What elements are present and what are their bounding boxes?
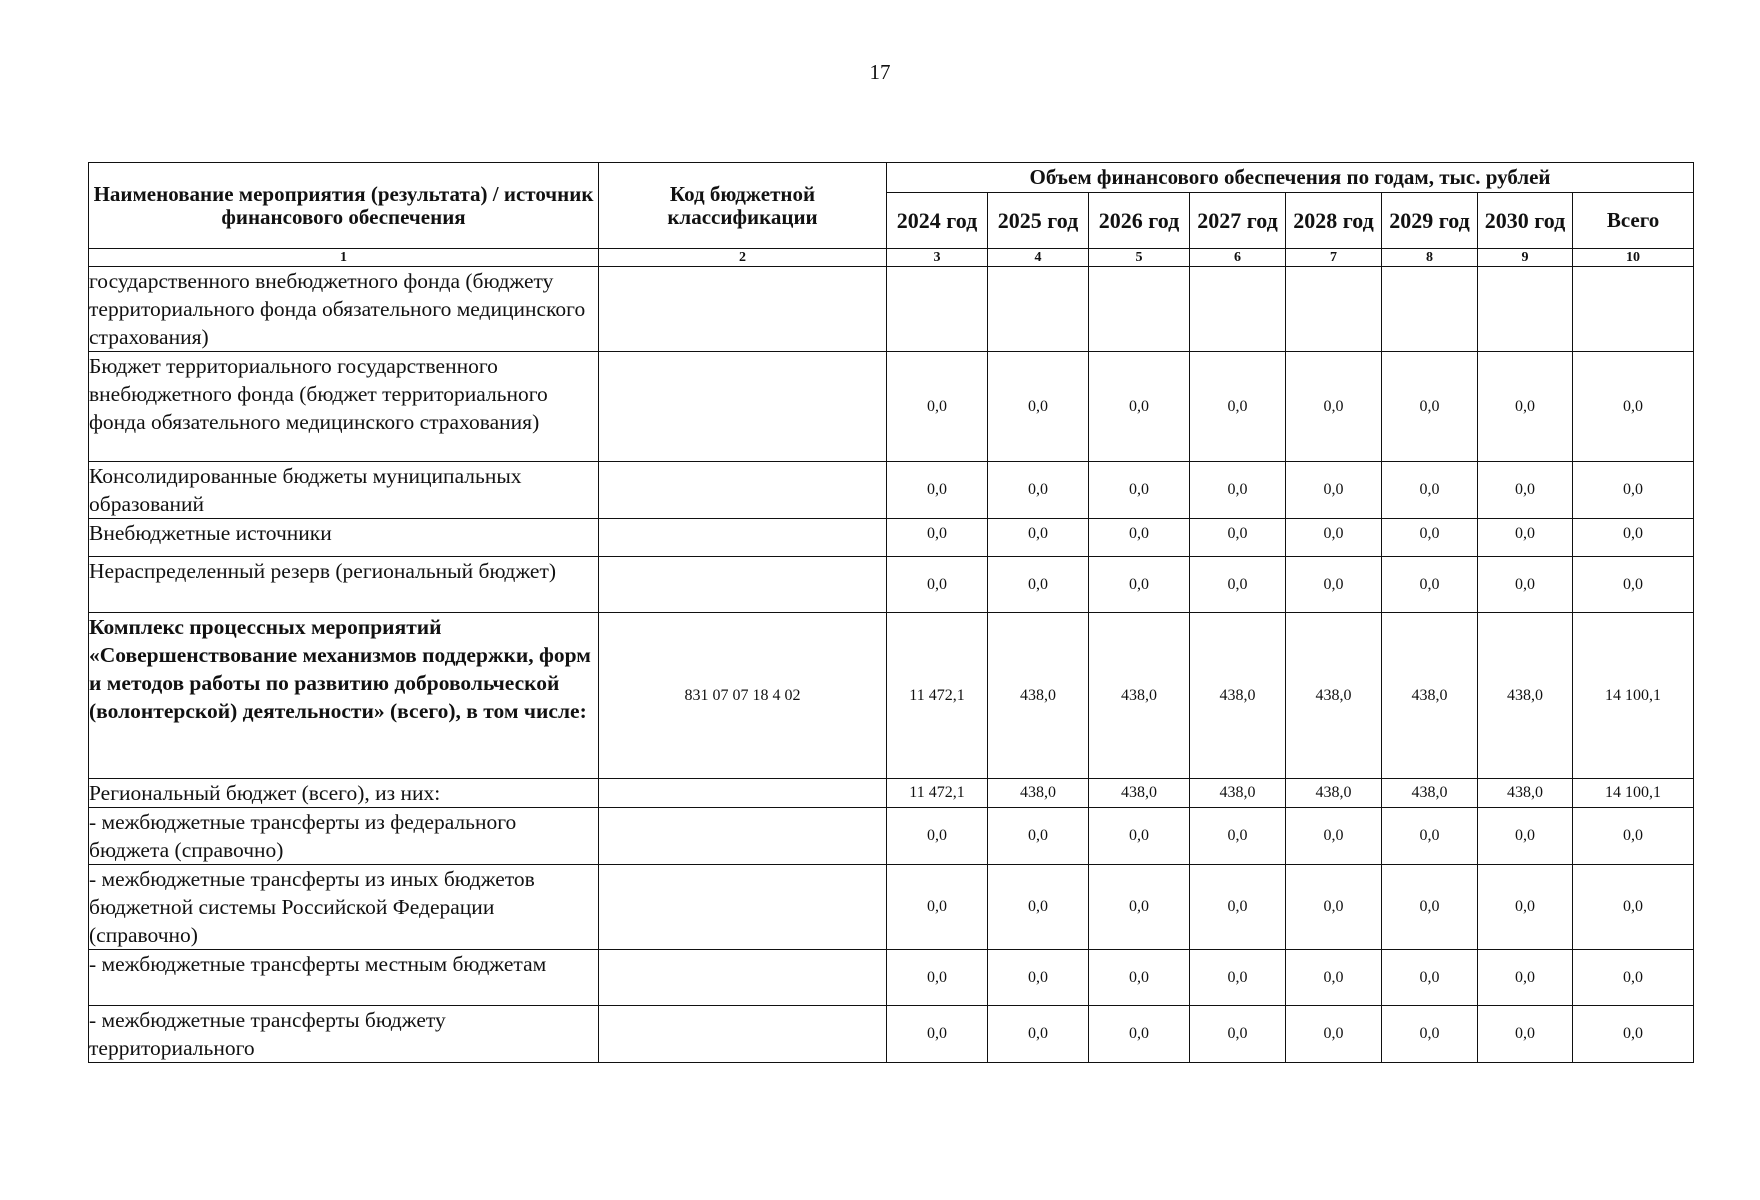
row-code [599, 950, 887, 1006]
row-year-value: 0,0 [988, 462, 1089, 519]
row-year-value: 0,0 [1089, 950, 1190, 1006]
header-name-column: Наименование мероприятия (результата) / источник финансового обеспечения [89, 163, 599, 249]
row-year-value: 438,0 [1382, 779, 1478, 808]
row-year-value: 0,0 [1286, 557, 1382, 613]
column-number: 4 [988, 249, 1089, 267]
row-code [599, 519, 887, 557]
row-year-value: 0,0 [1190, 950, 1286, 1006]
row-total-value [1573, 267, 1694, 352]
row-year-value [1286, 267, 1382, 352]
row-year-value: 438,0 [1286, 779, 1382, 808]
row-year-value: 0,0 [1286, 865, 1382, 950]
row-year-value: 0,0 [1478, 1006, 1573, 1063]
column-number: 10 [1573, 249, 1694, 267]
header-funding-group: Объем финансового обеспечения по годам, тыс. рублей [887, 163, 1694, 193]
column-number: 6 [1190, 249, 1286, 267]
row-year-value: 0,0 [1190, 808, 1286, 865]
table-row [89, 613, 1694, 779]
row-year-value: 0,0 [1382, 462, 1478, 519]
row-year-value: 0,0 [1478, 950, 1573, 1006]
row-code [599, 462, 887, 519]
row-year-value: 0,0 [1089, 519, 1190, 557]
row-name: - межбюджетные трансферты бюджету территориального [89, 1006, 599, 1063]
row-year-value: 0,0 [1089, 462, 1190, 519]
header-year: 2024 год [887, 193, 988, 249]
row-code [599, 557, 887, 613]
row-name: - межбюджетные трансферты из иных бюджетов бюджетной системы Российской Федерации (справочно) [89, 865, 599, 950]
column-number: 8 [1382, 249, 1478, 267]
row-name: - межбюджетные трансферты из федерального бюджета (справочно) [89, 808, 599, 865]
row-year-value: 0,0 [1089, 1006, 1190, 1063]
row-name: Внебюджетные источники [89, 519, 599, 557]
row-total-value: 0,0 [1573, 519, 1694, 557]
row-year-value: 0,0 [1382, 352, 1478, 462]
row-year-value: 0,0 [988, 808, 1089, 865]
row-year-value: 0,0 [887, 808, 988, 865]
row-year-value: 0,0 [1089, 352, 1190, 462]
row-year-value: 0,0 [1286, 1006, 1382, 1063]
row-year-value: 0,0 [1478, 557, 1573, 613]
header-year: 2029 год [1382, 193, 1478, 249]
header-year: 2025 год [988, 193, 1089, 249]
row-year-value: 0,0 [1478, 519, 1573, 557]
row-year-value [1478, 267, 1573, 352]
header-code-column: Код бюджетной классификации [599, 163, 887, 249]
budget-table-body [89, 267, 1694, 1063]
row-year-value: 438,0 [1190, 613, 1286, 779]
row-year-value: 0,0 [1286, 808, 1382, 865]
row-year-value: 0,0 [1478, 865, 1573, 950]
header-year: 2026 год [1089, 193, 1190, 249]
column-number: 1 [89, 249, 599, 267]
row-year-value: 0,0 [1286, 519, 1382, 557]
row-year-value: 11 472,1 [887, 779, 988, 808]
budget-table [88, 162, 1694, 1063]
row-total-value: 0,0 [1573, 950, 1694, 1006]
row-year-value: 0,0 [1382, 557, 1478, 613]
row-name: Бюджет территориального государственного внебюджетного фонда (бюджет территориального фонда обязательного медицинского страхования) [89, 352, 599, 462]
row-code [599, 352, 887, 462]
row-year-value: 0,0 [1089, 808, 1190, 865]
column-number: 7 [1286, 249, 1382, 267]
row-total-value: 0,0 [1573, 462, 1694, 519]
row-year-value: 0,0 [988, 950, 1089, 1006]
row-year-value: 0,0 [1190, 865, 1286, 950]
row-year-value: 0,0 [1382, 865, 1478, 950]
table-row [89, 865, 1694, 950]
page-number: 17 [869, 60, 891, 84]
table-row [89, 779, 1694, 808]
row-total-value: 0,0 [1573, 557, 1694, 613]
row-total-value: 0,0 [1573, 808, 1694, 865]
row-year-value: 0,0 [1382, 808, 1478, 865]
row-code [599, 779, 887, 808]
row-year-value: 11 472,1 [887, 613, 988, 779]
row-year-value: 438,0 [1478, 779, 1573, 808]
column-number: 3 [887, 249, 988, 267]
header-year: 2027 год [1190, 193, 1286, 249]
row-year-value: 0,0 [1478, 352, 1573, 462]
table-row [89, 352, 1694, 462]
row-year-value [1382, 267, 1478, 352]
row-name: Консолидированные бюджеты муниципальных образований [89, 462, 599, 519]
column-number: 5 [1089, 249, 1190, 267]
row-code [599, 267, 887, 352]
row-year-value: 0,0 [887, 519, 988, 557]
row-total-value: 0,0 [1573, 352, 1694, 462]
row-year-value: 0,0 [1089, 865, 1190, 950]
row-year-value: 0,0 [988, 557, 1089, 613]
row-year-value: 438,0 [1478, 613, 1573, 779]
row-year-value: 0,0 [1286, 352, 1382, 462]
row-year-value: 438,0 [1286, 613, 1382, 779]
row-year-value: 0,0 [1190, 1006, 1286, 1063]
column-number: 9 [1478, 249, 1573, 267]
table-row [89, 808, 1694, 865]
table-row [89, 519, 1694, 557]
column-number-row [89, 249, 1694, 267]
row-year-value: 0,0 [1286, 462, 1382, 519]
row-name: Комплекс процессных мероприятий «Совершенствование механизмов поддержки, форм и методов работы по развитию добровольческой (волонтерской) деятельности» (всего), в том числе: [89, 613, 599, 779]
row-year-value [887, 267, 988, 352]
row-year-value: 438,0 [1089, 779, 1190, 808]
row-total-value: 14 100,1 [1573, 613, 1694, 779]
row-year-value: 0,0 [1382, 950, 1478, 1006]
header-total: Всего [1573, 193, 1694, 249]
row-year-value: 0,0 [988, 1006, 1089, 1063]
row-year-value: 438,0 [1190, 779, 1286, 808]
row-year-value: 0,0 [988, 352, 1089, 462]
row-total-value: 0,0 [1573, 1006, 1694, 1063]
row-year-value: 0,0 [988, 519, 1089, 557]
row-total-value: 0,0 [1573, 865, 1694, 950]
row-year-value: 0,0 [887, 462, 988, 519]
row-name: Нераспределенный резерв (региональный бюджет) [89, 557, 599, 613]
row-year-value [1089, 267, 1190, 352]
row-year-value: 0,0 [887, 1006, 988, 1063]
row-name: Региональный бюджет (всего), из них: [89, 779, 599, 808]
table-row [89, 950, 1694, 1006]
row-year-value: 438,0 [988, 779, 1089, 808]
table-row [89, 1006, 1694, 1063]
row-year-value: 0,0 [887, 865, 988, 950]
header-year: 2028 год [1286, 193, 1382, 249]
table-row [89, 267, 1694, 352]
row-year-value: 438,0 [1089, 613, 1190, 779]
row-year-value: 0,0 [1190, 352, 1286, 462]
header-year: 2030 год [1478, 193, 1573, 249]
row-name: государственного внебюджетного фонда (бюджету территориального фонда обязательного медицинского страхования) [89, 267, 599, 352]
row-year-value [1190, 267, 1286, 352]
row-year-value: 0,0 [1382, 1006, 1478, 1063]
row-code [599, 865, 887, 950]
row-year-value: 0,0 [1382, 519, 1478, 557]
row-year-value: 0,0 [1190, 462, 1286, 519]
row-year-value: 0,0 [1190, 519, 1286, 557]
row-year-value: 0,0 [1089, 557, 1190, 613]
row-code: 831 07 07 18 4 02 [599, 613, 887, 779]
row-total-value: 14 100,1 [1573, 779, 1694, 808]
row-code [599, 1006, 887, 1063]
row-year-value: 0,0 [887, 950, 988, 1006]
table-row [89, 557, 1694, 613]
row-year-value [988, 267, 1089, 352]
row-year-value: 0,0 [1478, 808, 1573, 865]
row-year-value: 0,0 [887, 557, 988, 613]
row-code [599, 808, 887, 865]
row-year-value: 438,0 [1382, 613, 1478, 779]
row-year-value: 0,0 [1286, 950, 1382, 1006]
row-year-value: 0,0 [1190, 557, 1286, 613]
row-year-value: 0,0 [988, 865, 1089, 950]
row-name: - межбюджетные трансферты местным бюджетам [89, 950, 599, 1006]
row-year-value: 438,0 [988, 613, 1089, 779]
column-number: 2 [599, 249, 887, 267]
row-year-value: 0,0 [1478, 462, 1573, 519]
table-row [89, 462, 1694, 519]
row-year-value: 0,0 [887, 352, 988, 462]
